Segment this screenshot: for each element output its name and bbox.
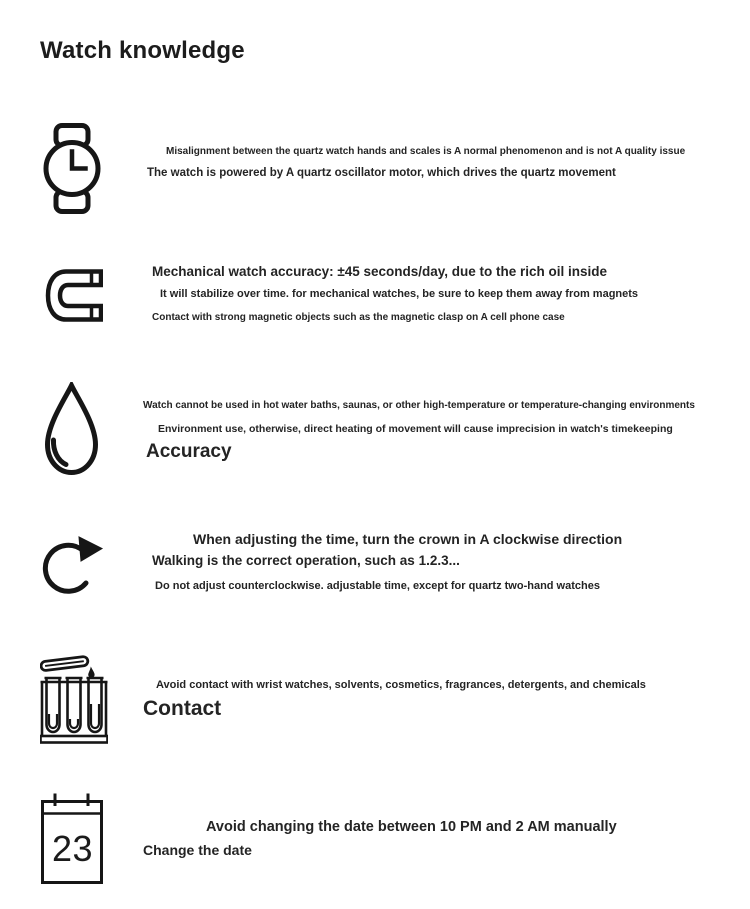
section-quartz-note: Misalignment between the quartz watch hands and scales is A normal phenomenon and is not A quality issue (166, 146, 686, 157)
section-magnet-note: Contact with strong magnetic objects such as the magnetic clasp on A cell phone case (152, 312, 565, 323)
section-accuracy-heading: Accuracy (146, 441, 232, 462)
section-date-sub: Change the date (143, 842, 252, 858)
water-drop-icon (40, 382, 103, 477)
section-chemicals-note: Avoid contact with wrist watches, solvents, cosmetics, fragrances, detergents, and chemicals (156, 679, 646, 691)
section-crown-sub: Walking is the correct operation, such as 1.2.3... (152, 553, 460, 568)
section-crown-main: When adjusting the time, turn the crown in A clockwise direction (193, 531, 623, 547)
test-tubes-icon (40, 652, 108, 745)
page-title: Watch knowledge (40, 37, 245, 64)
section-temperature-note: Watch cannot be used in hot water baths, saunas, or other high-temperature or temperature-changing environments (143, 400, 695, 411)
section-magnet-sub: It will stabilize over time. for mechanical watches, be sure to keep them away from magnets (160, 288, 639, 300)
clockwise-arrow-icon (42, 527, 104, 601)
section-crown-note: Do not adjust counterclockwise. adjustable time, except for quartz two-hand watches (155, 580, 600, 592)
calendar-day-number: 23 (52, 828, 94, 869)
wristwatch-icon (40, 123, 104, 214)
magnet-icon (45, 268, 103, 323)
section-quartz-main: The watch is powered by A quartz oscillator motor, which drives the quartz movement (147, 167, 616, 179)
section-contact-heading: Contact (143, 697, 222, 720)
section-date-main: Avoid changing the date between 10 PM and 2 AM manually (206, 819, 617, 835)
section-temperature-sub: Environment use, otherwise, direct heating of movement will cause imprecision in watch's timekeeping (158, 423, 673, 435)
section-magnet-main: Mechanical watch accuracy: ±45 seconds/day, due to the rich oil inside (152, 264, 608, 279)
